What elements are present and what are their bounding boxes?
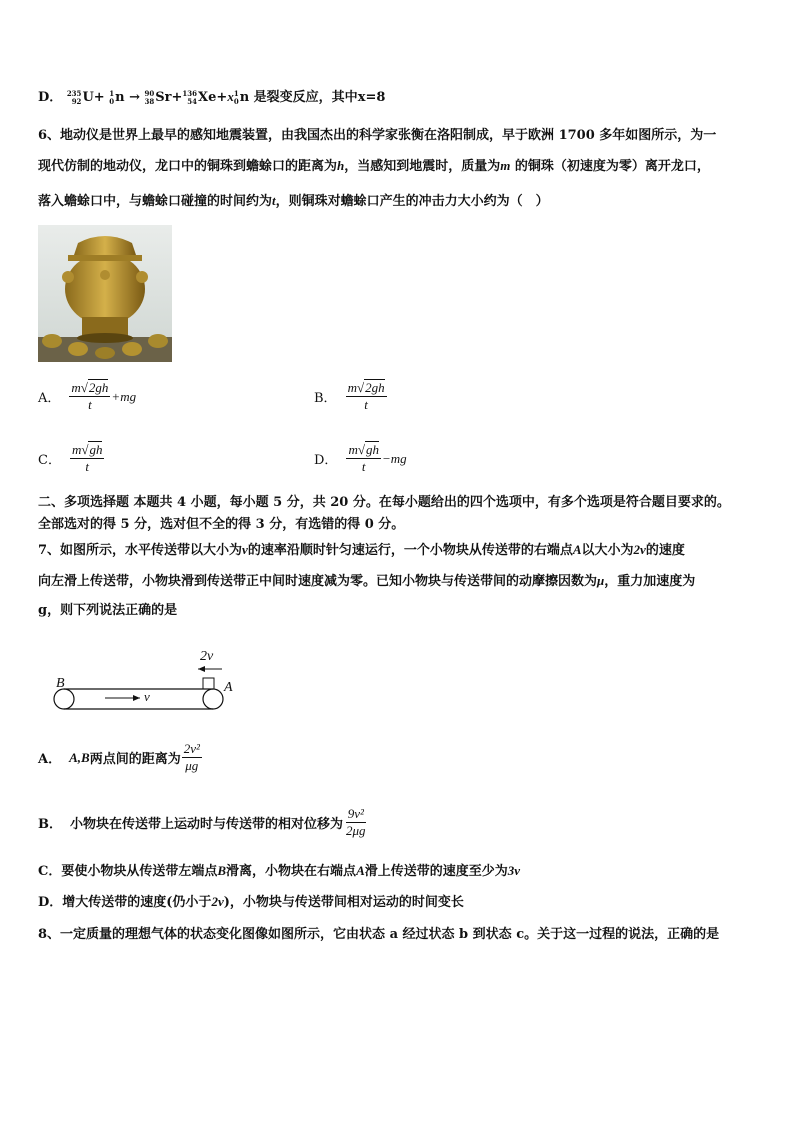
seismograph-photo — [38, 225, 172, 362]
q7-line-1: 7、如图所示，水平传送带以大小为v的速率沿顺时针匀速运行，一个小物块从传送带的右端点A以大小为2v的速度 — [38, 542, 685, 558]
label-B: B — [56, 676, 65, 691]
q6-line-3: 落入蟾蜍口中，与蟾蜍口碰撞的时间约为t，则铜珠对蟾蜍口产生的冲击力大小约为（ ） — [38, 193, 549, 209]
right-roller — [203, 689, 223, 709]
u-nuclide-numbers: 235 92 — [66, 88, 82, 106]
left-roller — [54, 689, 74, 709]
conveyor-belt-diagram — [50, 640, 240, 720]
q8-line-1: 8、一定质量的理想气体的状态变化图像如图所示，它由状态 a 经过状态 b 到状态 c。关于这一过程的说法，正确的是 — [38, 927, 720, 942]
label-A: A — [224, 680, 233, 695]
q7-option-c[interactable]: C．要使小物块从传送带左端点B滑离，小物块在右端点A滑上传送带的速度至少为3v — [38, 863, 521, 879]
prev-option-d: D． 235 92 U+ 1 0 n → 90 38 Sr+ 136 54 Xe+x 1 0 n 是裂变反应，其中x=8 — [38, 88, 386, 106]
label-2v: 2v — [200, 649, 214, 664]
block — [203, 678, 214, 689]
q6-option-d[interactable]: D． $\frac{m√gh}{t}$ −mg — [314, 442, 407, 474]
q6-line-1: 6、地动仪是世界上最早的感知地震装置，由我国杰出的科学家张衡在洛阳制成，早于欧洲 1700 多年如图所示，为一 — [38, 128, 717, 143]
q6-line-2: 现代仿制的地动仪，龙口中的铜珠到蟾蜍口的距离为h，当感知到地震时，质量为m 的铜珠（初速度为零）离开龙口， — [38, 158, 710, 174]
q7-option-b[interactable]: B． 小物块在传送带上运动时与传送带的相对位移为 $\frac{\text{9v²}}{2\mu g}$ — [38, 806, 366, 838]
q6-option-c[interactable]: C． $\frac{m√gh}{t}$ — [38, 442, 103, 474]
q7-line-3: g，则下列说法正确的是 — [38, 603, 178, 618]
q6-option-b[interactable]: B． $\frac{m√2gh}{t}$ — [314, 380, 385, 412]
q7-line-2: 向左滑上传送带，小物块滑到传送带正中间时速度减为零。已知小物块与传送带间的动摩擦因数为μ，重力加速度为 — [38, 573, 696, 589]
section2-line-2: 全部选对的得 5 分，选对但不全的得 3 分，有选错的得 0 分。 — [38, 517, 405, 532]
label-v: v — [144, 689, 150, 704]
q7-option-a[interactable]: A． A,B 两点间的距离为 $\frac{\text{2v²}}{\mu g}$ — [38, 741, 200, 773]
q6-option-a[interactable]: A． $\frac{m√2gh}{t}$ +mg — [38, 380, 137, 412]
section2-line-1: 二、多项选择题 本题共 4 小题，每小题 5 分，共 20 分。在每小题给出的四个选项中，有多个选项是符合题目要求的。 — [38, 495, 730, 510]
q7-option-d[interactable]: D．增大传送带的速度(仍小于2v)，小物块与传送带间相对运动的时间变长 — [38, 894, 464, 910]
